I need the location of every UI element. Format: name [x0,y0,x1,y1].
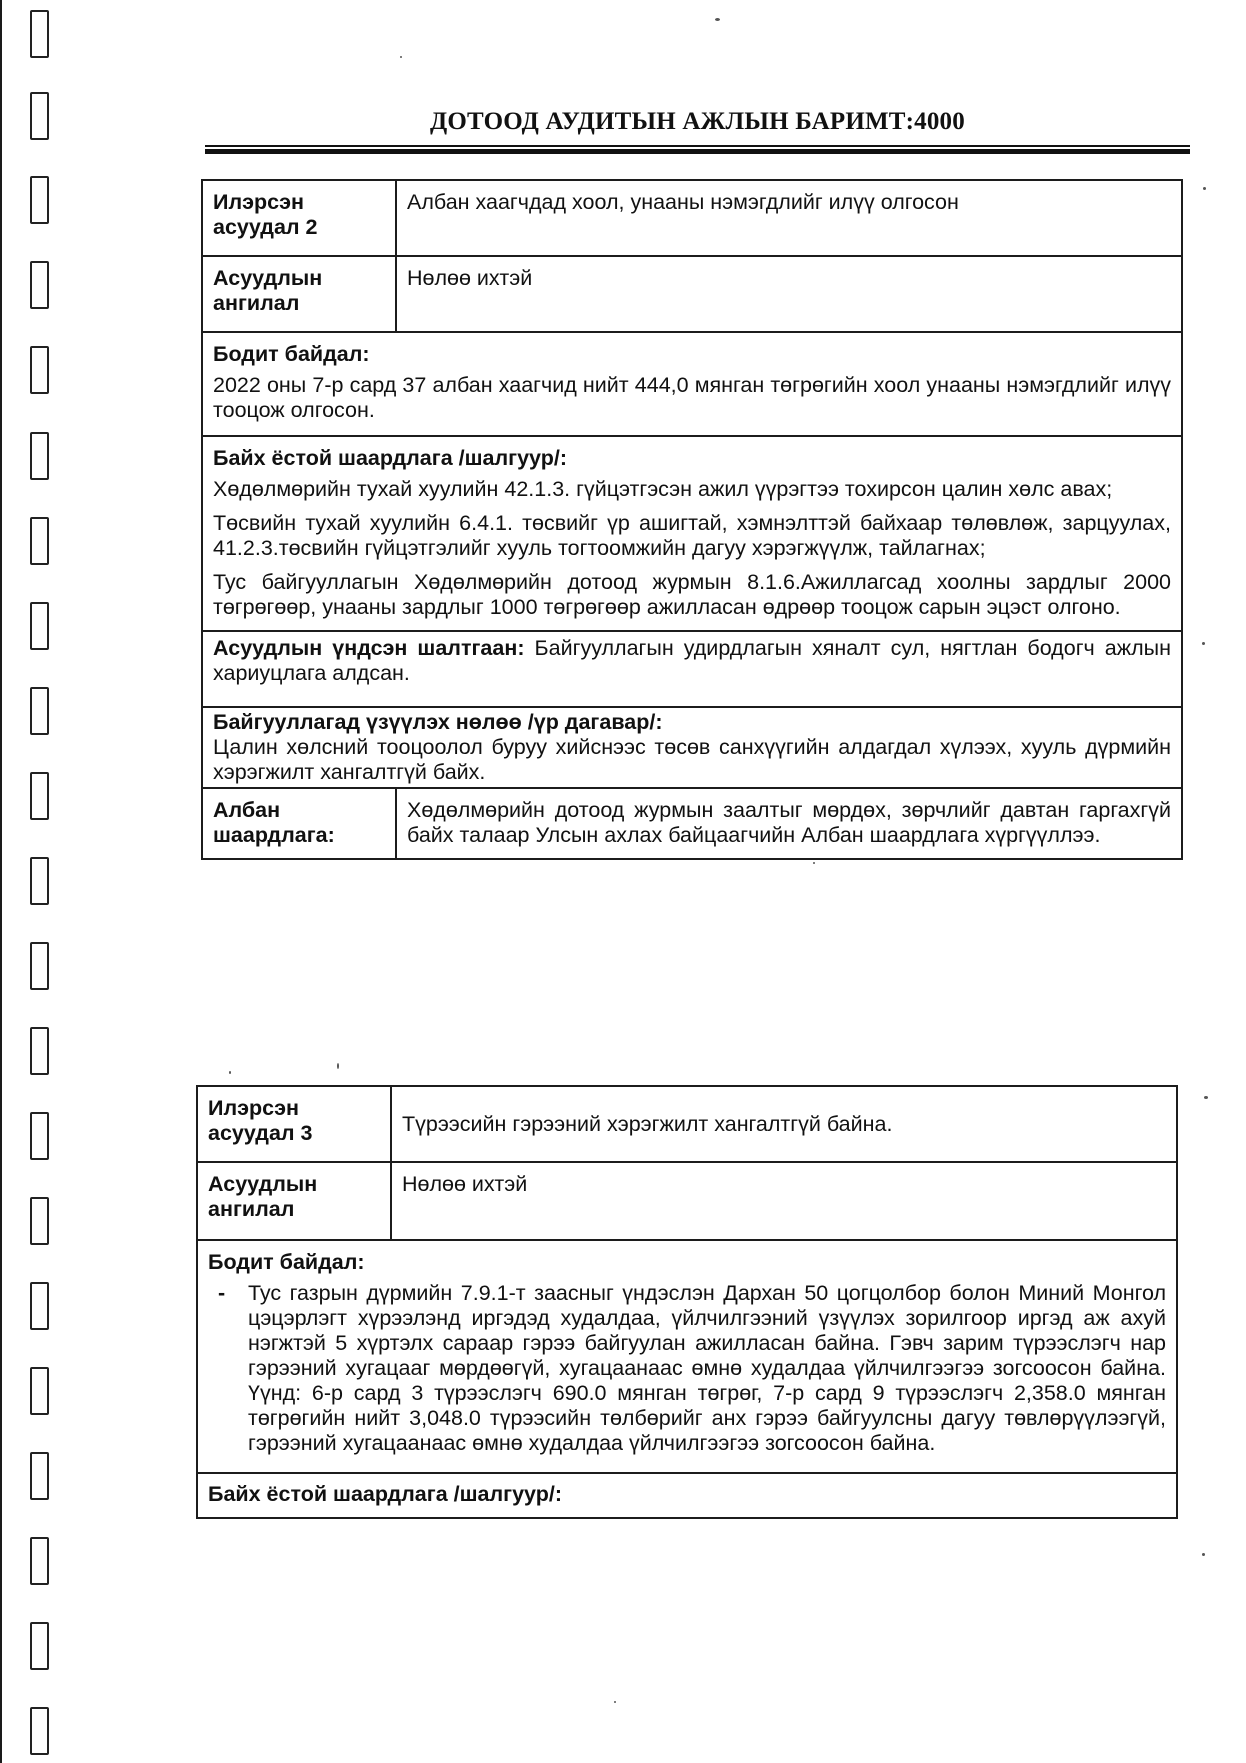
effect-row [202,707,1182,788]
binder-hole [30,942,49,990]
scan-speck [1203,187,1206,190]
criteria-row [197,1473,1177,1518]
cause-label: Асуудлын үндсэн шалтгаан: [213,636,525,660]
binder-hole [30,517,49,565]
effect-text: Цалин хөлсний тооцоолол буруу хийснээс төсөв санхүүгийн алдагдал хүлээх, хууль дүрмийн хэрэгжилт хангалтгүй байх. [213,735,1171,784]
facts-row [202,332,1182,436]
scan-speck [229,1071,231,1074]
binder-hole [30,92,49,140]
binder-hole [30,1622,49,1670]
demand-text: Хөдөлмөрийн дотоод журмын заалтыг мөрдөх, зөрчлийг давтан гаргахгүй байх талаар Улсын ахлах байцаагчийн Албан шаардлага хүргүүллээ. [407,798,1171,847]
scan-speck [614,1701,616,1703]
criteria-item: Төсвийн тухай хуулийн 6.4.1. төсвийг үр ашигтай, хэмнэлттэй байхаар төлөвлөж, зарцуулах, 41.2.3.төсвийн гүйцэтгэлийг хууль тогтоомжийн дагуу хэрэгжүүлж, тайлагнах; [213,511,1171,560]
demand-label: Албан шаардлага: [202,788,396,859]
issue-text: Албан хаагчдад хоол, унааны нэмэгдлийг илүү олгосон [396,180,1182,256]
criteria-row [202,436,1182,631]
binder-hole [30,687,49,735]
binder-hole [30,1197,49,1245]
classification-label: Асуудлын ангилал [197,1162,391,1240]
binder-hole [30,1112,49,1160]
title-underline [205,145,1190,147]
left-binding-rule [0,0,2,1763]
binder-hole [30,772,49,820]
scan-speck [1202,642,1205,645]
binder-hole [30,432,49,480]
cause-text: Байгууллагын удирдлагын хяналт сул, нягтлан бодогч ажлын хариуцлага алдсан. [213,636,1171,685]
classification-text: Нөлөө ихтэй [396,256,1182,332]
criteria-heading: Байх ёстой шаардлага /шалгуур/: [213,446,567,470]
issue-label: Илэрсэн асуудал 2 [202,180,396,256]
classification-text: Нөлөө ихтэй [391,1162,1177,1240]
binder-hole [30,1027,49,1075]
scan-speck [400,56,402,58]
binder-hole [30,1282,49,1330]
scan-speck [1202,1553,1205,1556]
cause-row [202,631,1182,707]
title-underline-thick [205,149,1190,154]
effect-heading: Байгууллагад үзүүлэх нөлөө /үр дагавар/: [213,710,663,734]
issue-text: Түрээсийн гэрээний хэрэгжилт хангалтгүй байна. [391,1086,1177,1162]
finding-2-table [201,179,1183,860]
binder-hole [30,1367,49,1415]
binder-hole [30,1537,49,1585]
binder-hole [30,857,49,905]
binder-holes [30,0,50,1763]
scan-speck [715,18,720,21]
classification-row [202,256,1182,332]
scan-speck [1204,1096,1208,1099]
scan-speck [813,862,815,864]
facts-heading: Бодит байдал: [213,342,370,366]
issue-row [202,180,1182,256]
issue-label: Илэрсэн асуудал 3 [197,1086,391,1162]
binder-hole [30,261,49,309]
demand-row [202,788,1182,859]
binder-hole [30,1452,49,1500]
page-title: ДОТООД АУДИТЫН АЖЛЫН БАРИМТ:4000 [430,108,965,135]
criteria-item: Хөдөлмөрийн тухай хуулийн 42.1.3. гүйцэтгэсэн ажил үүрэгтээ тохирсон цалин хөлс авах; [213,477,1113,501]
binder-hole [30,10,49,58]
binder-hole [30,602,49,650]
facts-list-item: - Тус газрын дүрмийн 7.9.1-т заасныг үндэслэн Дархан 50 цогцолбор болон Миний Монгол цэцэрлэгт хүрээлэнд иргэдэд худалдаа, үйлчилгээний үзүүлэх зорилгоор иргэд аж ахуй нэгжтэй 5 хүртэлх сараар гэрээ байгуулан ажилласан байна. Гэвч зарим түрээслэгч нар гэрээний хугацааг мөрдөөгүй, хугацаанаас өмнө худалдаа үйлчилгээгээ зогсоосон байна. Үүнд: 6-р сард 3 түрээслэгч 690.0 мянган төгрөг, 7-р сард 9 түрээслэгч 2,358.0 мянган төгрөгийн нийт 3,048.0 түрээсийн төлбөрийг анх гэрээ байгуулсны дагуу төвлөрүүлээгүй, гэрээний хугацаанаас өмнө худалдаа үйлчилгээгээ зогсоосон байна. [208,1281,1166,1456]
classification-label: Асуудлын ангилал [202,256,396,332]
facts-row [197,1240,1177,1473]
finding-3-table [196,1085,1178,1519]
facts-text: 2022 оны 7-р сард 37 албан хаагчид нийт 444,0 мянган төгрөгийн хоол унааны нэмэгдлийг илүү тооцож олгосон. [213,373,1171,422]
criteria-item: Тус байгууллагын Хөдөлмөрийн дотоод журмын 8.1.6.Ажиллагсад хоолны зардлыг 2000 төгрөгөөр, унааны зардлыг 1000 төгрөгөөр ажилласан өдрөөр тооцож сарын эцэст олгоно. [213,570,1171,619]
binder-hole [30,1707,49,1755]
binder-hole [30,176,49,224]
criteria-heading: Байх ёстой шаардлага /шалгуур/: [208,1482,562,1506]
facts-list [208,1281,1166,1456]
facts-heading: Бодит байдал: [208,1250,365,1274]
binder-hole [30,346,49,394]
issue-row [197,1086,1177,1162]
scan-speck [337,1063,339,1069]
classification-row [197,1162,1177,1240]
